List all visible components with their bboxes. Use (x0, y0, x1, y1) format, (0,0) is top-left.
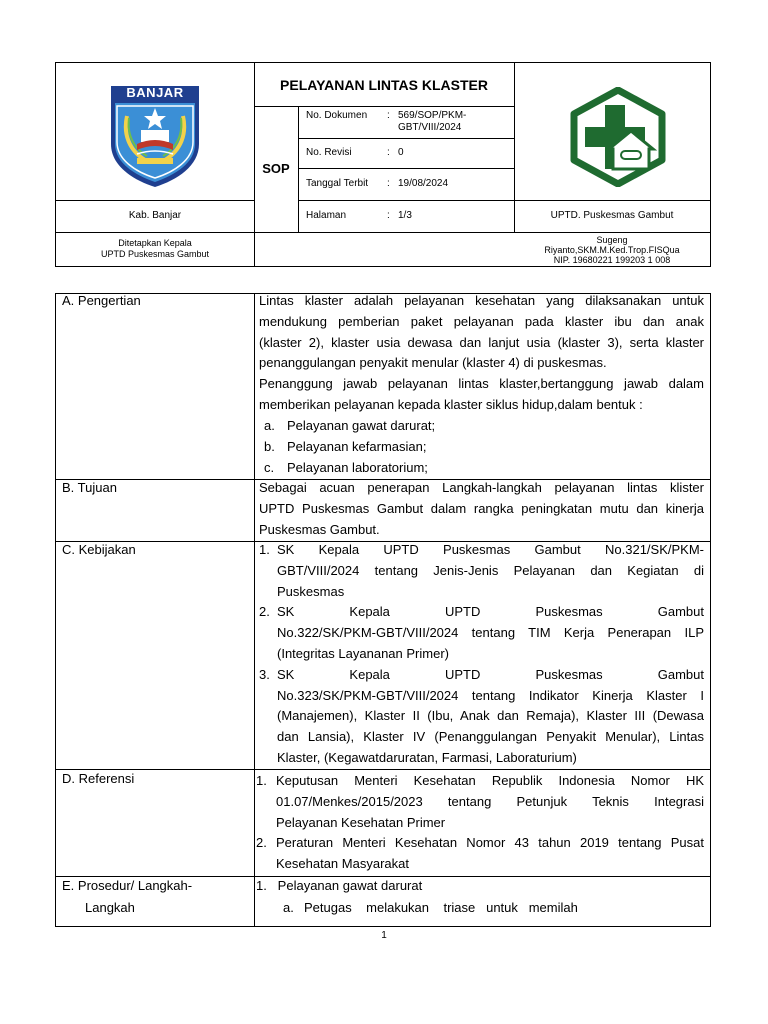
no-revisi-colon: : (387, 147, 390, 158)
list-line: Keputusan Menteri Kesehatan Republik Indonesia Nomor HK (276, 773, 704, 788)
sop-label: SOP (262, 161, 290, 176)
signer-nip: NIP. 19680221 199203 1 008 (553, 255, 671, 265)
list-line: No.322/SK/PKM-GBT/VIII/2024 tentang TIM Kerja Penerapan ILP (277, 625, 704, 641)
list-item (259, 416, 704, 437)
halaman-label: Halaman (306, 210, 347, 221)
tanggal-terbit-label: Tanggal Terbit (306, 178, 369, 189)
ditetapkan-line-2: UPTD Puskesmas Gambut (100, 249, 210, 259)
tanggal-terbit-value: 19/08/2024 (398, 178, 449, 189)
list-marker: 1. (259, 542, 270, 557)
no-dokumen-label: No. Dokumen (306, 110, 368, 121)
list-line: (Manajemen), Klaster II (Ibu, Anak dan Remaja), Klaster III (Dewasa (277, 708, 704, 724)
no-dokumen-value-1: 569/SOP/PKM- (398, 110, 467, 121)
document-title: PELAYANAN LINTAS KLASTER (280, 77, 488, 93)
puskesmas-name: UPTD. Puskesmas Gambut (550, 210, 674, 221)
banjar-emblem (107, 84, 203, 188)
signer-name-2: Riyanto,SKM.M.Ked.Trop.FISQua (544, 245, 680, 255)
ditetapkan-line-1: Ditetapkan Kepala (118, 238, 192, 248)
section-e-label-2: Langkah (85, 900, 135, 915)
puskesmas-logo-icon (569, 87, 667, 187)
section-a-list (259, 416, 704, 478)
section-c-body (259, 540, 704, 769)
list-line: 01.07/Menkes/2015/2023 tentang Petunjuk Teknis Integrasi (276, 793, 704, 809)
no-revisi-label: No. Revisi (306, 147, 352, 158)
list-marker: 3. (259, 666, 270, 682)
halaman-value: 1/3 (398, 210, 412, 221)
section-a-line: mendukung pemberian paket pelayanan pada klaster ibu dan anak (259, 313, 704, 329)
section-a-line: penanggulangan penyakit menular (klaster 4) di puskesmas. (259, 355, 607, 371)
signer-name-1: Sugeng (596, 235, 628, 245)
list-item (256, 833, 704, 875)
list-line: (Integritas Layananan Primer) (277, 645, 449, 661)
list-line: Klaster, (Kegawatdaruratan, Farmasi, Laboraturium) (277, 749, 577, 765)
section-a-body (259, 291, 704, 416)
puskesmas-logo (569, 87, 667, 187)
list-text: Pelayanan gawat darurat; (287, 418, 436, 433)
list-line: GBT/VIII/2024 tentang Jenis-Jenis Pelayanan dan Kegiatan di (277, 562, 704, 578)
list-marker: a. (264, 418, 275, 433)
list-text: Pelayanan laboratorium; (287, 459, 428, 475)
list-marker: 2. (259, 604, 270, 620)
section-c-label: C. Kebijakan (62, 542, 136, 557)
section-a-line: Lintas klaster adalah pelayanan kesehatan yang dilaksanakan untuk (259, 293, 704, 308)
list-marker: b. (264, 438, 275, 454)
no-revisi-value: 0 (398, 147, 404, 158)
tanggal-terbit-colon: : (387, 178, 390, 189)
list-line: dan Lansia), Klaster IV (Penanggulangan Penyakit Menular), Lintas (277, 729, 704, 745)
section-b-line: Sebagai acuan penerapan Langkah-langkah pelayanan lintas klister (259, 480, 704, 495)
page-number: 1 (381, 930, 387, 941)
section-b-line: Puskesmas Gambut. (259, 521, 380, 537)
section-a-line: memberikan pelayanan kepada klaster siklus hidup,dalam bentuk : (259, 396, 643, 412)
section-a-label: A. Pengertian (62, 293, 141, 308)
section-e-sub-marker: a. (283, 900, 294, 915)
section-d-body (256, 771, 704, 875)
list-item (259, 437, 704, 458)
list-item (259, 540, 704, 602)
list-marker: 2. (256, 835, 267, 851)
list-line: Pelayanan Kesehatan Primer (276, 814, 446, 830)
list-line: SK Kepala UPTD Puskesmas Gambut (277, 666, 704, 682)
list-item (259, 665, 704, 769)
list-line: Puskesmas (277, 583, 345, 599)
section-e-sub-text: Petugas melakukan triase untuk memilah (304, 900, 578, 915)
section-e-label-1: E. Prosedur/ Langkah- (62, 878, 193, 893)
list-line: No.323/SK/PKM-GBT/VIII/2024 tentang Indikator Kinerja Klaster I (277, 687, 704, 703)
no-dokumen-colon: : (387, 110, 390, 121)
section-b-label: B. Tujuan (62, 480, 117, 495)
no-dokumen-value-2: GBT/VIII/2024 (398, 122, 462, 133)
section-b-body (259, 478, 704, 540)
section-b-line: UPTD Puskesmas Gambut dalam rangka peningkatan mutu dan kinerja (259, 500, 704, 516)
list-line: SK Kepala UPTD Puskesmas Gambut (277, 604, 704, 620)
list-marker: 1. (256, 773, 267, 788)
list-item (259, 602, 704, 664)
list-marker: c. (264, 459, 275, 475)
kabupaten-label: Kab. Banjar (128, 210, 182, 221)
list-item (256, 771, 704, 833)
section-e-item-1: 1. Pelayanan gawat darurat (256, 878, 423, 893)
list-item (259, 458, 704, 479)
halaman-colon: : (387, 210, 390, 221)
banjar-emblem-label: BANJAR (126, 85, 184, 100)
section-a-line: Penanggung jawab pelayanan lintas klaster,bertanggung jawab dalam (259, 376, 704, 392)
list-line: Kesehatan Masyarakat (276, 856, 409, 872)
section-d-label: D. Referensi (62, 771, 135, 786)
list-line: Peraturan Menteri Kesehatan Nomor 43 tahun 2019 tentang Pusat (276, 835, 704, 851)
section-a-line: (klaster 2), klaster usia dewasa dan lanjut usia (klaster 3), serta klaster (259, 334, 704, 350)
list-line: SK Kepala UPTD Puskesmas Gambut No.321/SK/PKM- (277, 542, 704, 557)
list-text: Pelayanan kefarmasian; (287, 438, 427, 454)
